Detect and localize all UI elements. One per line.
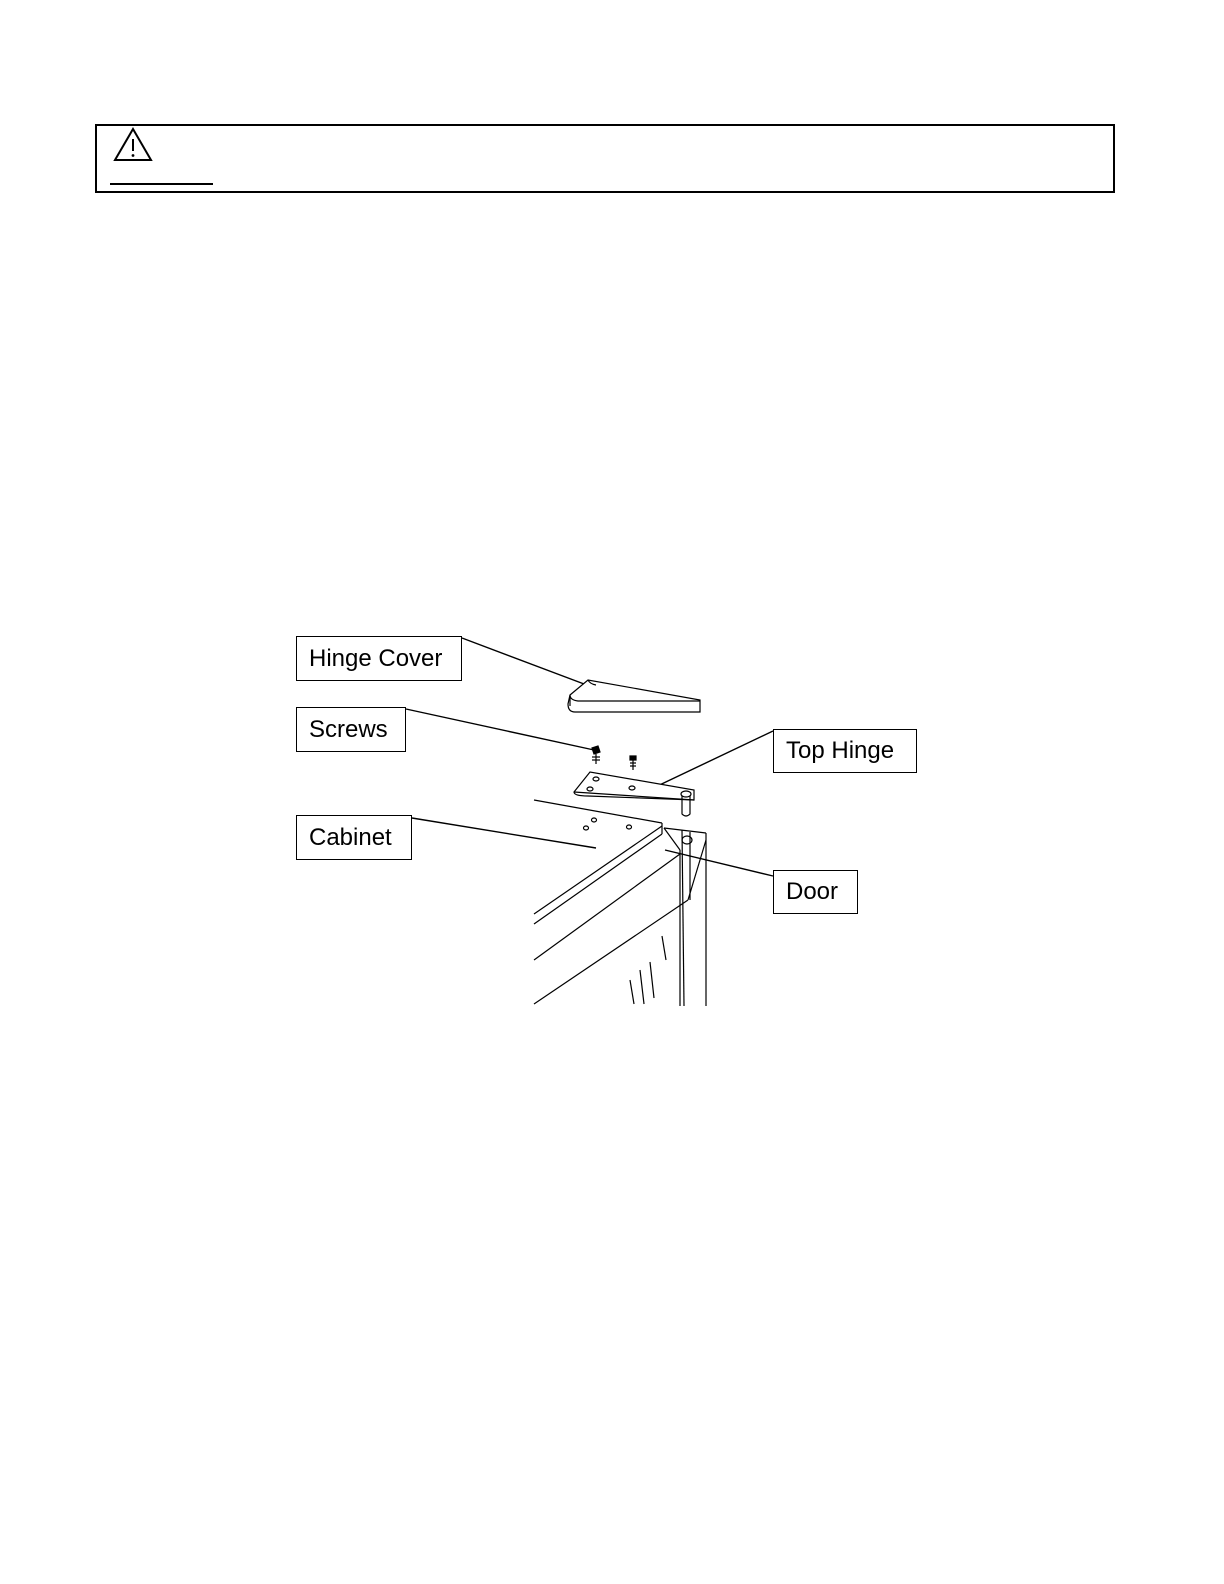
screws-part	[592, 746, 636, 770]
hinge-cover-part	[568, 680, 700, 712]
label-screws-text: Screws	[309, 715, 388, 743]
label-cabinet	[296, 815, 412, 860]
label-door	[773, 870, 858, 914]
cabinet-part	[534, 800, 688, 1004]
label-door-text: Door	[786, 878, 839, 905]
label-cabinet-text: Cabinet	[309, 823, 392, 851]
leader-screws	[406, 709, 594, 750]
label-top-hinge-text: Top Hinge	[786, 737, 895, 764]
label-top-hinge	[773, 729, 917, 773]
top-hinge-part	[574, 772, 694, 816]
leader-cabinet	[412, 818, 596, 848]
leader-top-hinge	[649, 731, 773, 790]
label-screws	[296, 707, 406, 752]
label-hinge-cover	[296, 636, 462, 681]
leader-hinge-cover	[462, 638, 600, 690]
label-hinge-cover-text: Hinge Cover	[309, 644, 443, 672]
leader-door	[665, 850, 773, 876]
